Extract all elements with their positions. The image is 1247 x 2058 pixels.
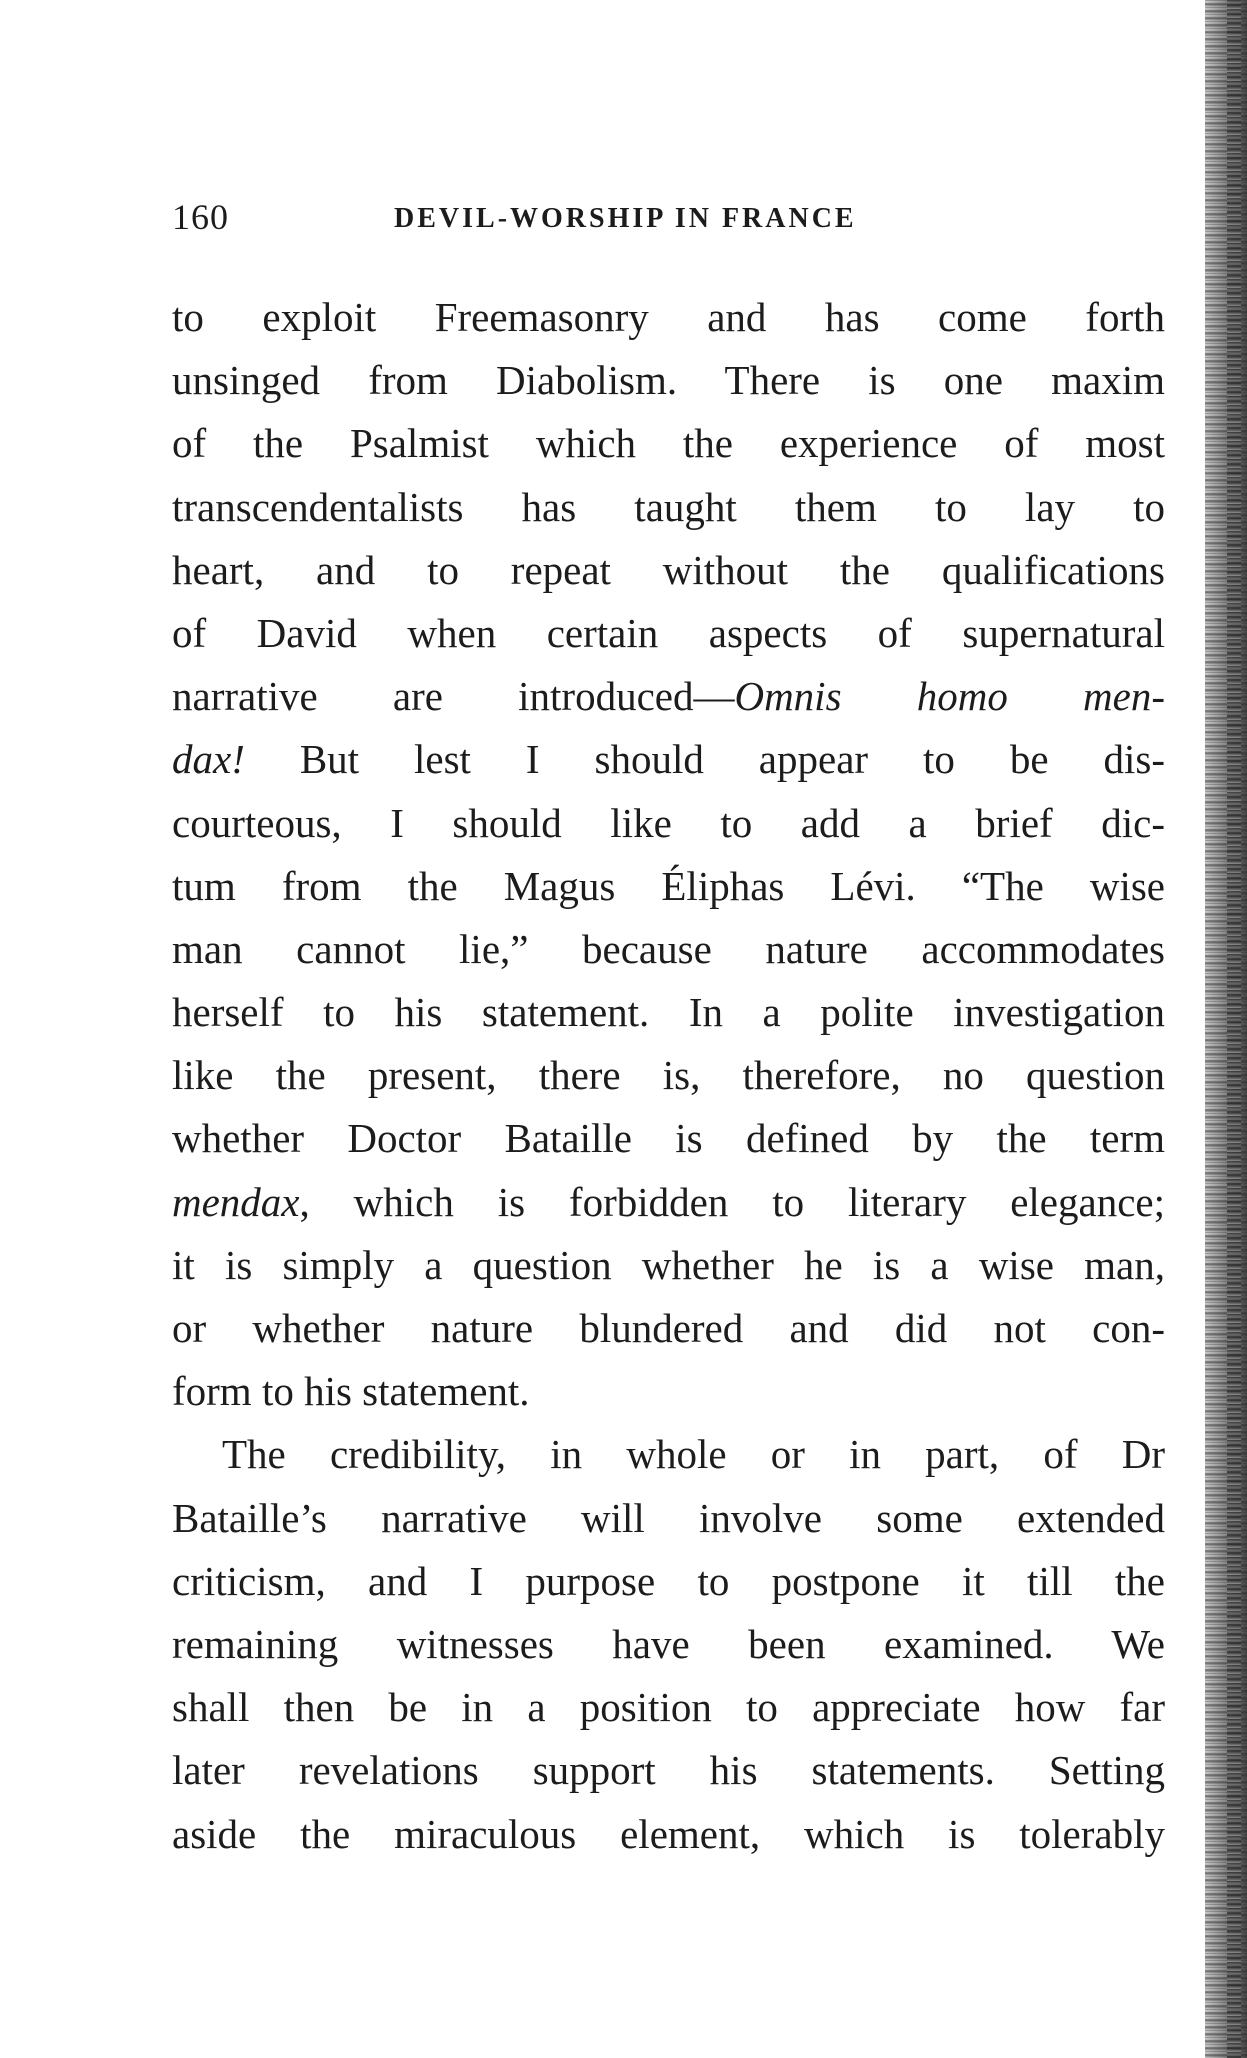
text-line: courteous, I should like to add a brief dic- xyxy=(172,799,1165,846)
text-line: heart, and to repeat without the qualifications xyxy=(172,546,1165,593)
text-line: Bataille’s narrative will involve some extended xyxy=(172,1494,1165,1541)
body-text xyxy=(172,286,1165,1866)
text-line: of David when certain aspects of supernatural xyxy=(172,609,1165,656)
text-line: to exploit Freemasonry and has come forth xyxy=(172,294,1165,340)
italic-latin-word: dax! xyxy=(172,736,245,783)
text-line: shall then be in a position to appreciate how far xyxy=(172,1684,1165,1731)
italic-latin-word: mendax xyxy=(172,1178,300,1225)
text-line: criticism, and I purpose to postpone it till the xyxy=(172,1557,1165,1604)
text-line: remaining witnesses have been examined. We xyxy=(172,1620,1165,1667)
text-line: later revelations support his statements. Setting xyxy=(172,1747,1165,1794)
page-edge-texture xyxy=(1227,0,1241,2058)
text-line: aside the miraculous element, which is tolerably xyxy=(172,1810,1165,1857)
text-line: tum from the Magus Éliphas Lévi. “The wise xyxy=(172,862,1165,909)
text-line: narrative are introduced—Omnis homo men- xyxy=(172,673,1166,720)
text-line: mendax, which is forbidden to literary elegance; xyxy=(172,1178,1165,1225)
text-line: transcendentalists has taught them to lay to xyxy=(172,483,1165,530)
text-line: unsinged from Diabolism. There is one maxim xyxy=(172,357,1165,404)
page-header xyxy=(172,196,1172,242)
text-line: it is simply a question whether he is a wise man, xyxy=(172,1241,1165,1288)
running-head: DEVIL-WORSHIP IN FRANCE xyxy=(394,203,857,234)
text-line: like the present, there is, therefore, no question xyxy=(172,1052,1165,1099)
page-number: 160 xyxy=(172,197,229,237)
text-line: man cannot lie,” because nature accommodates xyxy=(172,925,1165,972)
italic-latin-phrase: Omnis homo men- xyxy=(734,673,1166,720)
text-line: form to his statement. xyxy=(172,1368,530,1415)
text-line: herself to his statement. In a polite investigation xyxy=(172,989,1165,1036)
text-line-paragraph-start: The credibility, in whole or in part, of Dr xyxy=(222,1431,1165,1478)
text-line: whether Doctor Bataille is defined by the term xyxy=(172,1115,1165,1162)
text-line: or whether nature blundered and did not con- xyxy=(172,1305,1165,1351)
text-line: dax! But lest I should appear to be dis- xyxy=(172,736,1165,783)
text-line: of the Psalmist which the experience of most xyxy=(172,420,1165,467)
